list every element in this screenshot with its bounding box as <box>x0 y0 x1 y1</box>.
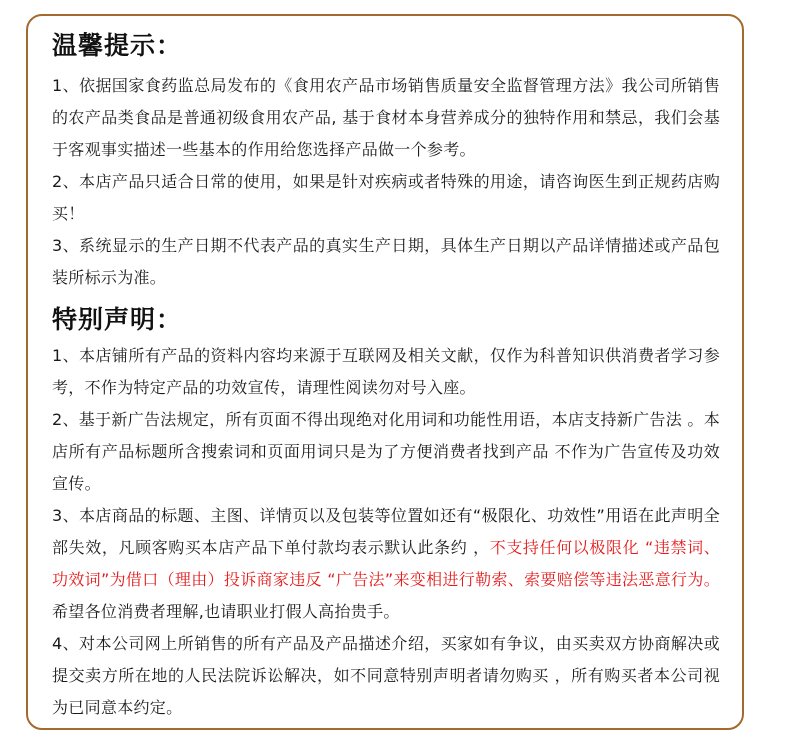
notice-card <box>26 14 744 730</box>
notice-item-3: 3、系统显示的生产日期不代表产品的真实生产日期，具体生产日期以产品详情描述或产品包装所标示为准。 <box>52 236 720 287</box>
statement-item-3-highlight: 不支持任何以极限化 “违禁词、功效词”为借口（理由）投诉商家违反 “广告法”来变相进行勒索、索要赔偿等违法恶意行为。 <box>52 538 720 589</box>
statement-item-1: 1、本店铺所有产品的资料内容均来源于互联网及相关文献，仅作为科普知识供消费者学习参考，不作为特定产品的功效宣传，请理性阅读勿对号入座。 <box>52 346 720 397</box>
statement-item-3-closing: 希望各位消费者理解,也请职业打假人高抬贵手。 <box>52 602 400 621</box>
notice-content <box>52 28 720 724</box>
notice-item-1: 1、依据国家食药监总局发布的《食用农产品市场销售质量安全监督管理方法》我公司所销售的农产品类食品是普通初级食用农产品, 基于食材本身营养成分的独特作用和禁忌，我们会基于客观事实描述一些基本的作用给您选择产品做一个参考。 <box>52 76 720 159</box>
statement-heading: 特别声明： <box>52 305 183 334</box>
statement-item-3-text: 3、本店商品的标题、主图、详情页以及包装等位置如还有“极限化、功效性”用语在此声明全部失效，凡顾客购买本店产品下单付款均表示默认此条约 ， <box>52 506 720 557</box>
statement-item-2: 2、基于新广告法规定，所有页面不得出现绝对化用词和功能性用语，本店支持新广告法 。本店所有产品标题所含搜索词和页面用词只是为了方便消费者找到产品 不作为广告宣传及功效宣传。 <box>52 410 720 493</box>
statement-list <box>52 340 720 724</box>
notice-heading: 温馨提示： <box>52 31 183 60</box>
statement-item-3 <box>52 500 720 628</box>
statement-item-4: 4、对本公司网上所销售的所有产品及产品描述介绍，买家如有争议，由买卖双方协商解决或提交卖方所在地的人民法院诉讼解决，如不同意特别声明者请勿购买 ，所有购买者本公司视为已同意本约定。 <box>52 634 720 717</box>
notice-list <box>52 70 720 294</box>
notice-item-2: 2、本店产品只适合日常的使用，如果是针对疾病或者特殊的用途，请咨询医生到正规药店购买！ <box>52 172 720 223</box>
